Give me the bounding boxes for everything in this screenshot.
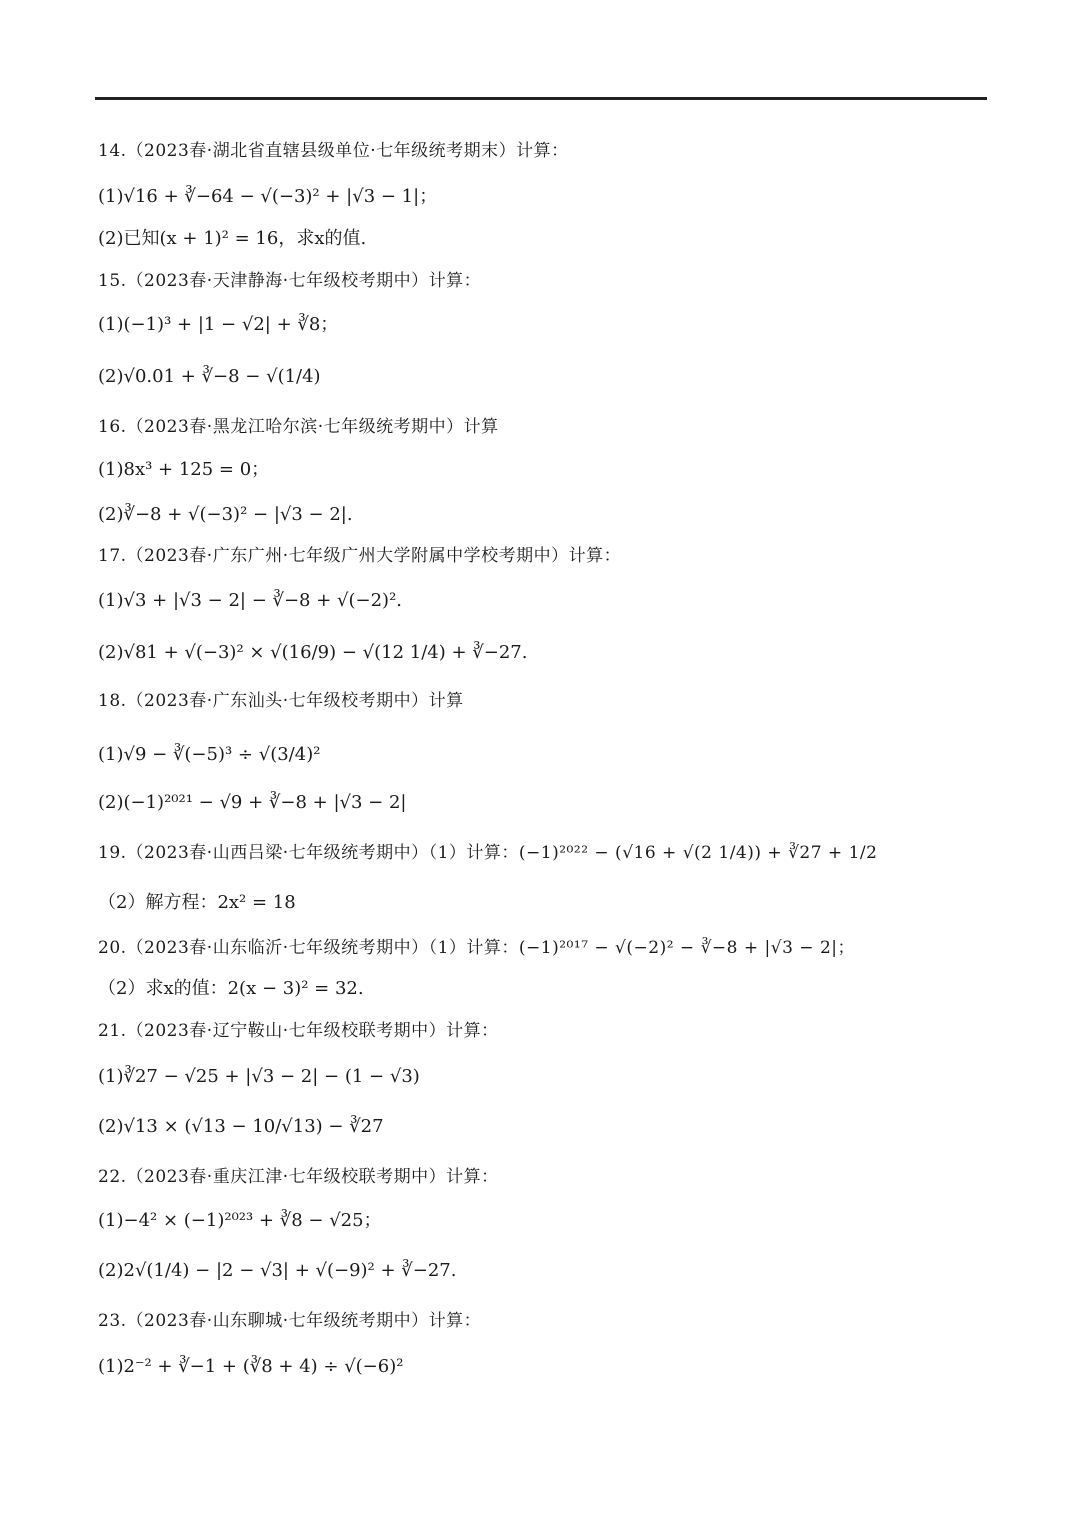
problem-16-part-1: (1)8x³ + 125 = 0； [98, 459, 270, 480]
problem-23-part-1: (1)2⁻² + ∛−1 + (∛8 + 4) ÷ √(−6)² [98, 1356, 404, 1377]
problem-22-part-1: (1)−4² × (−1)²⁰²³ + ∛8 − √25； [98, 1210, 382, 1231]
problem-19-heading: 19.（2023春·山西吕梁·七年级统考期中）（1）计算：(−1)²⁰²² − (√16 + √(2 1/4)) + ∛27 + 1/2 [98, 843, 878, 863]
problem-14-heading: 14.（2023春·湖北省直辖县级单位·七年级统考期末）计算： [98, 141, 569, 161]
problem-22-part-2: (2)2√(1/4) − |2 − √3| + √(−9)² + ∛−27. [98, 1260, 457, 1281]
problem-15-part-1: (1)(−1)³ + |1 − √2| + ∛8； [98, 314, 339, 335]
problem-18-part-2: (2)(−1)²⁰²¹ − √9 + ∛−8 + |√3 − 2| [98, 792, 407, 813]
problem-18-heading: 18.（2023春·广东汕头·七年级校考期中）计算 [98, 691, 464, 711]
problem-15-part-2: (2)√0.01 + ∛−8 − √(1/4) [98, 366, 321, 387]
problem-17-part-2: (2)√81 + √(−3)² × √(16/9) − √(12 1/4) + ∛−27. [98, 642, 528, 663]
problem-16-part-2: (2)∛−8 + √(−3)² − |√3 − 2|. [98, 504, 353, 525]
problem-20-heading: 20.（2023春·山东临沂·七年级统考期中）（1）计算：(−1)²⁰¹⁷ − √(−2)² − ∛−8 + |√3 − 2|； [98, 938, 855, 958]
header-rule [95, 97, 987, 100]
problem-14-part-1: (1)√16 + ∛−64 − √(−3)² + |√3 − 1|； [98, 186, 438, 207]
problem-17-heading: 17.（2023春·广东广州·七年级广州大学附属中学校考期中）计算： [98, 546, 622, 566]
problem-22-heading: 22.（2023春·重庆江津·七年级校联考期中）计算： [98, 1167, 499, 1187]
problem-16-heading: 16.（2023春·黑龙江哈尔滨·七年级统考期中）计算 [98, 417, 499, 437]
problem-19-part-2: （2）解方程：2x² = 18 [98, 892, 296, 913]
problem-15-heading: 15.（2023春·天津静海·七年级校考期中）计算： [98, 271, 482, 291]
problem-18-part-1: (1)√9 − ∛(−5)³ ÷ √(3/4)² [98, 744, 321, 765]
problem-21-part-2: (2)√13 × (√13 − 10/√13) − ∛27 [98, 1116, 384, 1137]
problem-17-part-1: (1)√3 + |√3 − 2| − ∛−8 + √(−2)². [98, 590, 403, 611]
problem-14-part-2: (2)已知(x + 1)² = 16，求x的值. [98, 228, 367, 249]
problem-21-part-1: (1)∛27 − √25 + |√3 − 2| − (1 − √3) [98, 1066, 420, 1087]
problem-21-heading: 21.（2023春·辽宁鞍山·七年级校联考期中）计算： [98, 1021, 499, 1041]
problem-23-heading: 23.（2023春·山东聊城·七年级统考期中）计算： [98, 1311, 482, 1331]
problem-20-part-2: （2）求x的值：2(x − 3)² = 32. [98, 978, 364, 999]
